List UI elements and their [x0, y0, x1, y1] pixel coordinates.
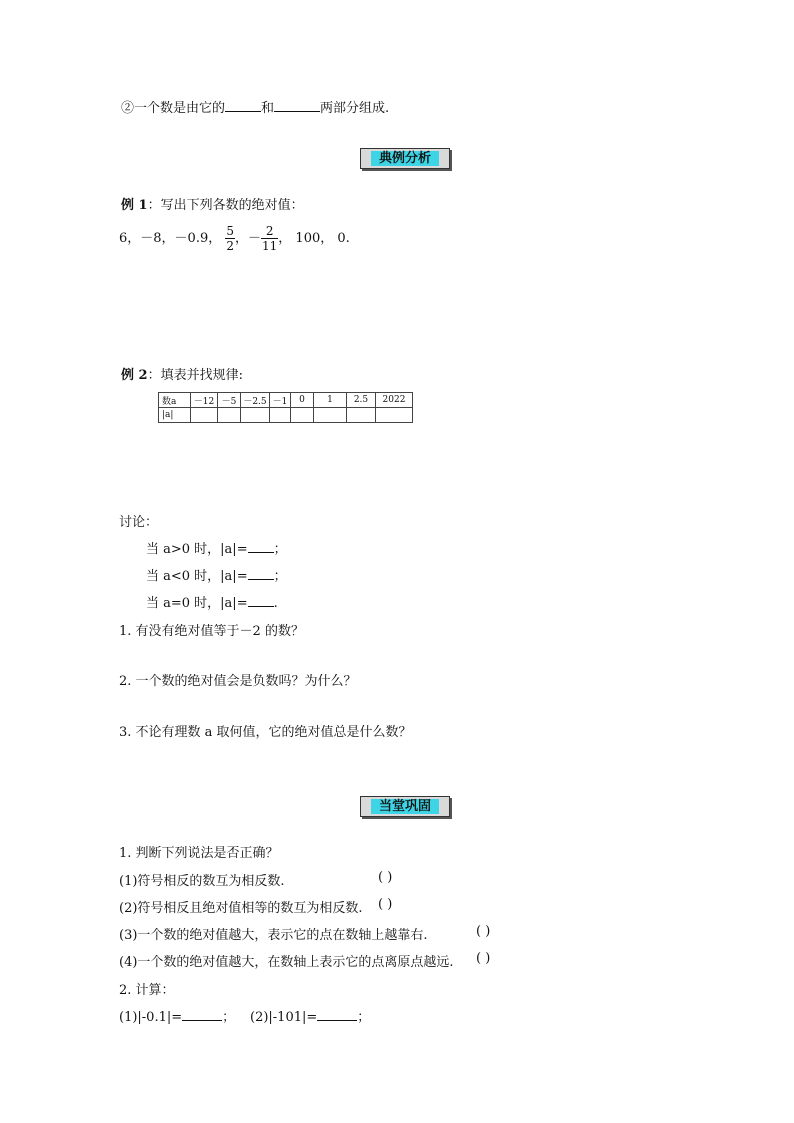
table-row — [159, 393, 413, 408]
answer-parens: ( ) — [476, 951, 491, 966]
table-cell: 0 — [291, 393, 314, 408]
calc-text: (2)|-101|= — [250, 1010, 318, 1025]
question-2: 2. 一个数的绝对值会是负数吗？为什么？ — [119, 674, 357, 689]
table-cell: －5 — [218, 393, 241, 408]
empty-cell — [241, 408, 270, 423]
example-text: ：写出下列各数的绝对值： — [147, 198, 304, 213]
calc-1 — [119, 1006, 235, 1025]
answer-blank — [182, 1008, 222, 1021]
example-1-heading — [121, 194, 304, 213]
table-cell: －2.5 — [241, 393, 270, 408]
example-2-heading — [121, 364, 243, 383]
fraction-two-elevenths — [261, 224, 278, 253]
case-text: 当 a=0 时，|a|= — [146, 596, 248, 611]
denominator: 11 — [262, 239, 278, 253]
calc-2 — [250, 1006, 370, 1025]
table-cell: 1 — [314, 393, 347, 408]
empty-cell — [314, 408, 347, 423]
table-cell: －1 — [270, 393, 291, 408]
empty-cell — [218, 408, 241, 423]
numbers-part-a: 6，－8，－0.9， — [119, 231, 222, 246]
table-cell: 2.5 — [347, 393, 376, 408]
question-1: 1. 有没有绝对值等于－2 的数？ — [119, 624, 304, 639]
example-1-numbers — [119, 221, 350, 257]
discussion-case-1 — [146, 538, 287, 557]
fraction-five-halves — [225, 224, 235, 253]
banner-label: 当堂巩固 — [371, 799, 439, 814]
statement-4: (4)一个数的绝对值越大，在数轴上表示它的点离原点越远. — [119, 955, 454, 970]
case-text: 当 a>0 时，|a|= — [146, 542, 248, 557]
case-end: ； — [273, 542, 287, 557]
answer-parens: ( ) — [378, 870, 393, 885]
calc-end: ； — [222, 1010, 236, 1025]
empty-cell — [291, 408, 314, 423]
statement-2: (2)符号相反且绝对值相等的数互为相反数. — [119, 901, 363, 916]
table-row — [159, 408, 413, 423]
answer-parens: ( ) — [476, 924, 491, 939]
table-cell: －12 — [191, 393, 218, 408]
practice-q2: 2. 计算： — [119, 983, 175, 998]
section-banner-practice — [360, 796, 450, 817]
question-3: 3. 不论有理数 a 取何值，它的绝对值总是什么数？ — [119, 725, 412, 740]
empty-cell — [191, 408, 218, 423]
table-cell: 2022 — [376, 393, 413, 408]
empty-cell — [376, 408, 413, 423]
numbers-part-b: ， 100， 0. — [278, 231, 350, 246]
discussion-case-2 — [146, 565, 287, 584]
discussion-title: 讨论： — [119, 515, 159, 530]
calc-end: ； — [357, 1010, 371, 1025]
row-header: |a| — [159, 408, 191, 423]
statement-3: (3)一个数的绝对值越大，表示它的点在数轴上越靠右. — [119, 928, 428, 943]
statement-1: (1)符号相反的数互为相反数. — [119, 874, 285, 889]
answer-blank — [225, 99, 261, 112]
case-end: ； — [273, 569, 287, 584]
case-text: 当 a<0 时，|a|= — [146, 569, 248, 584]
numerator: 2 — [261, 224, 278, 239]
answer-blank — [248, 540, 274, 553]
denominator: 2 — [226, 239, 234, 253]
intro-suffix: 两部分组成. — [320, 101, 390, 116]
answer-blank — [248, 567, 274, 580]
empty-cell — [347, 408, 376, 423]
intro-mid: 和 — [261, 101, 275, 116]
example-text: ：填表并找规律: — [147, 368, 243, 383]
example-label: 例 1 — [121, 198, 148, 213]
practice-q1: 1. 判断下列说法是否正确？ — [119, 846, 279, 861]
section-banner-examples — [360, 148, 450, 169]
numerator: 5 — [226, 224, 234, 238]
discussion-case-3 — [146, 592, 278, 611]
intro-prefix: ②一个数是由它的 — [121, 101, 226, 116]
case-end: . — [273, 596, 278, 611]
banner-label: 典例分析 — [371, 151, 439, 166]
row-header: 数a — [159, 393, 191, 408]
separator: ，－ — [235, 231, 262, 246]
answer-parens: ( ) — [378, 897, 393, 912]
empty-cell — [270, 408, 291, 423]
intro-line — [121, 97, 389, 116]
answer-blank — [248, 594, 274, 607]
answer-blank — [274, 99, 320, 112]
calc-text: (1)|-0.1|= — [119, 1010, 183, 1025]
answer-blank — [317, 1008, 357, 1021]
value-table — [158, 392, 413, 423]
example-label: 例 2 — [121, 368, 148, 383]
